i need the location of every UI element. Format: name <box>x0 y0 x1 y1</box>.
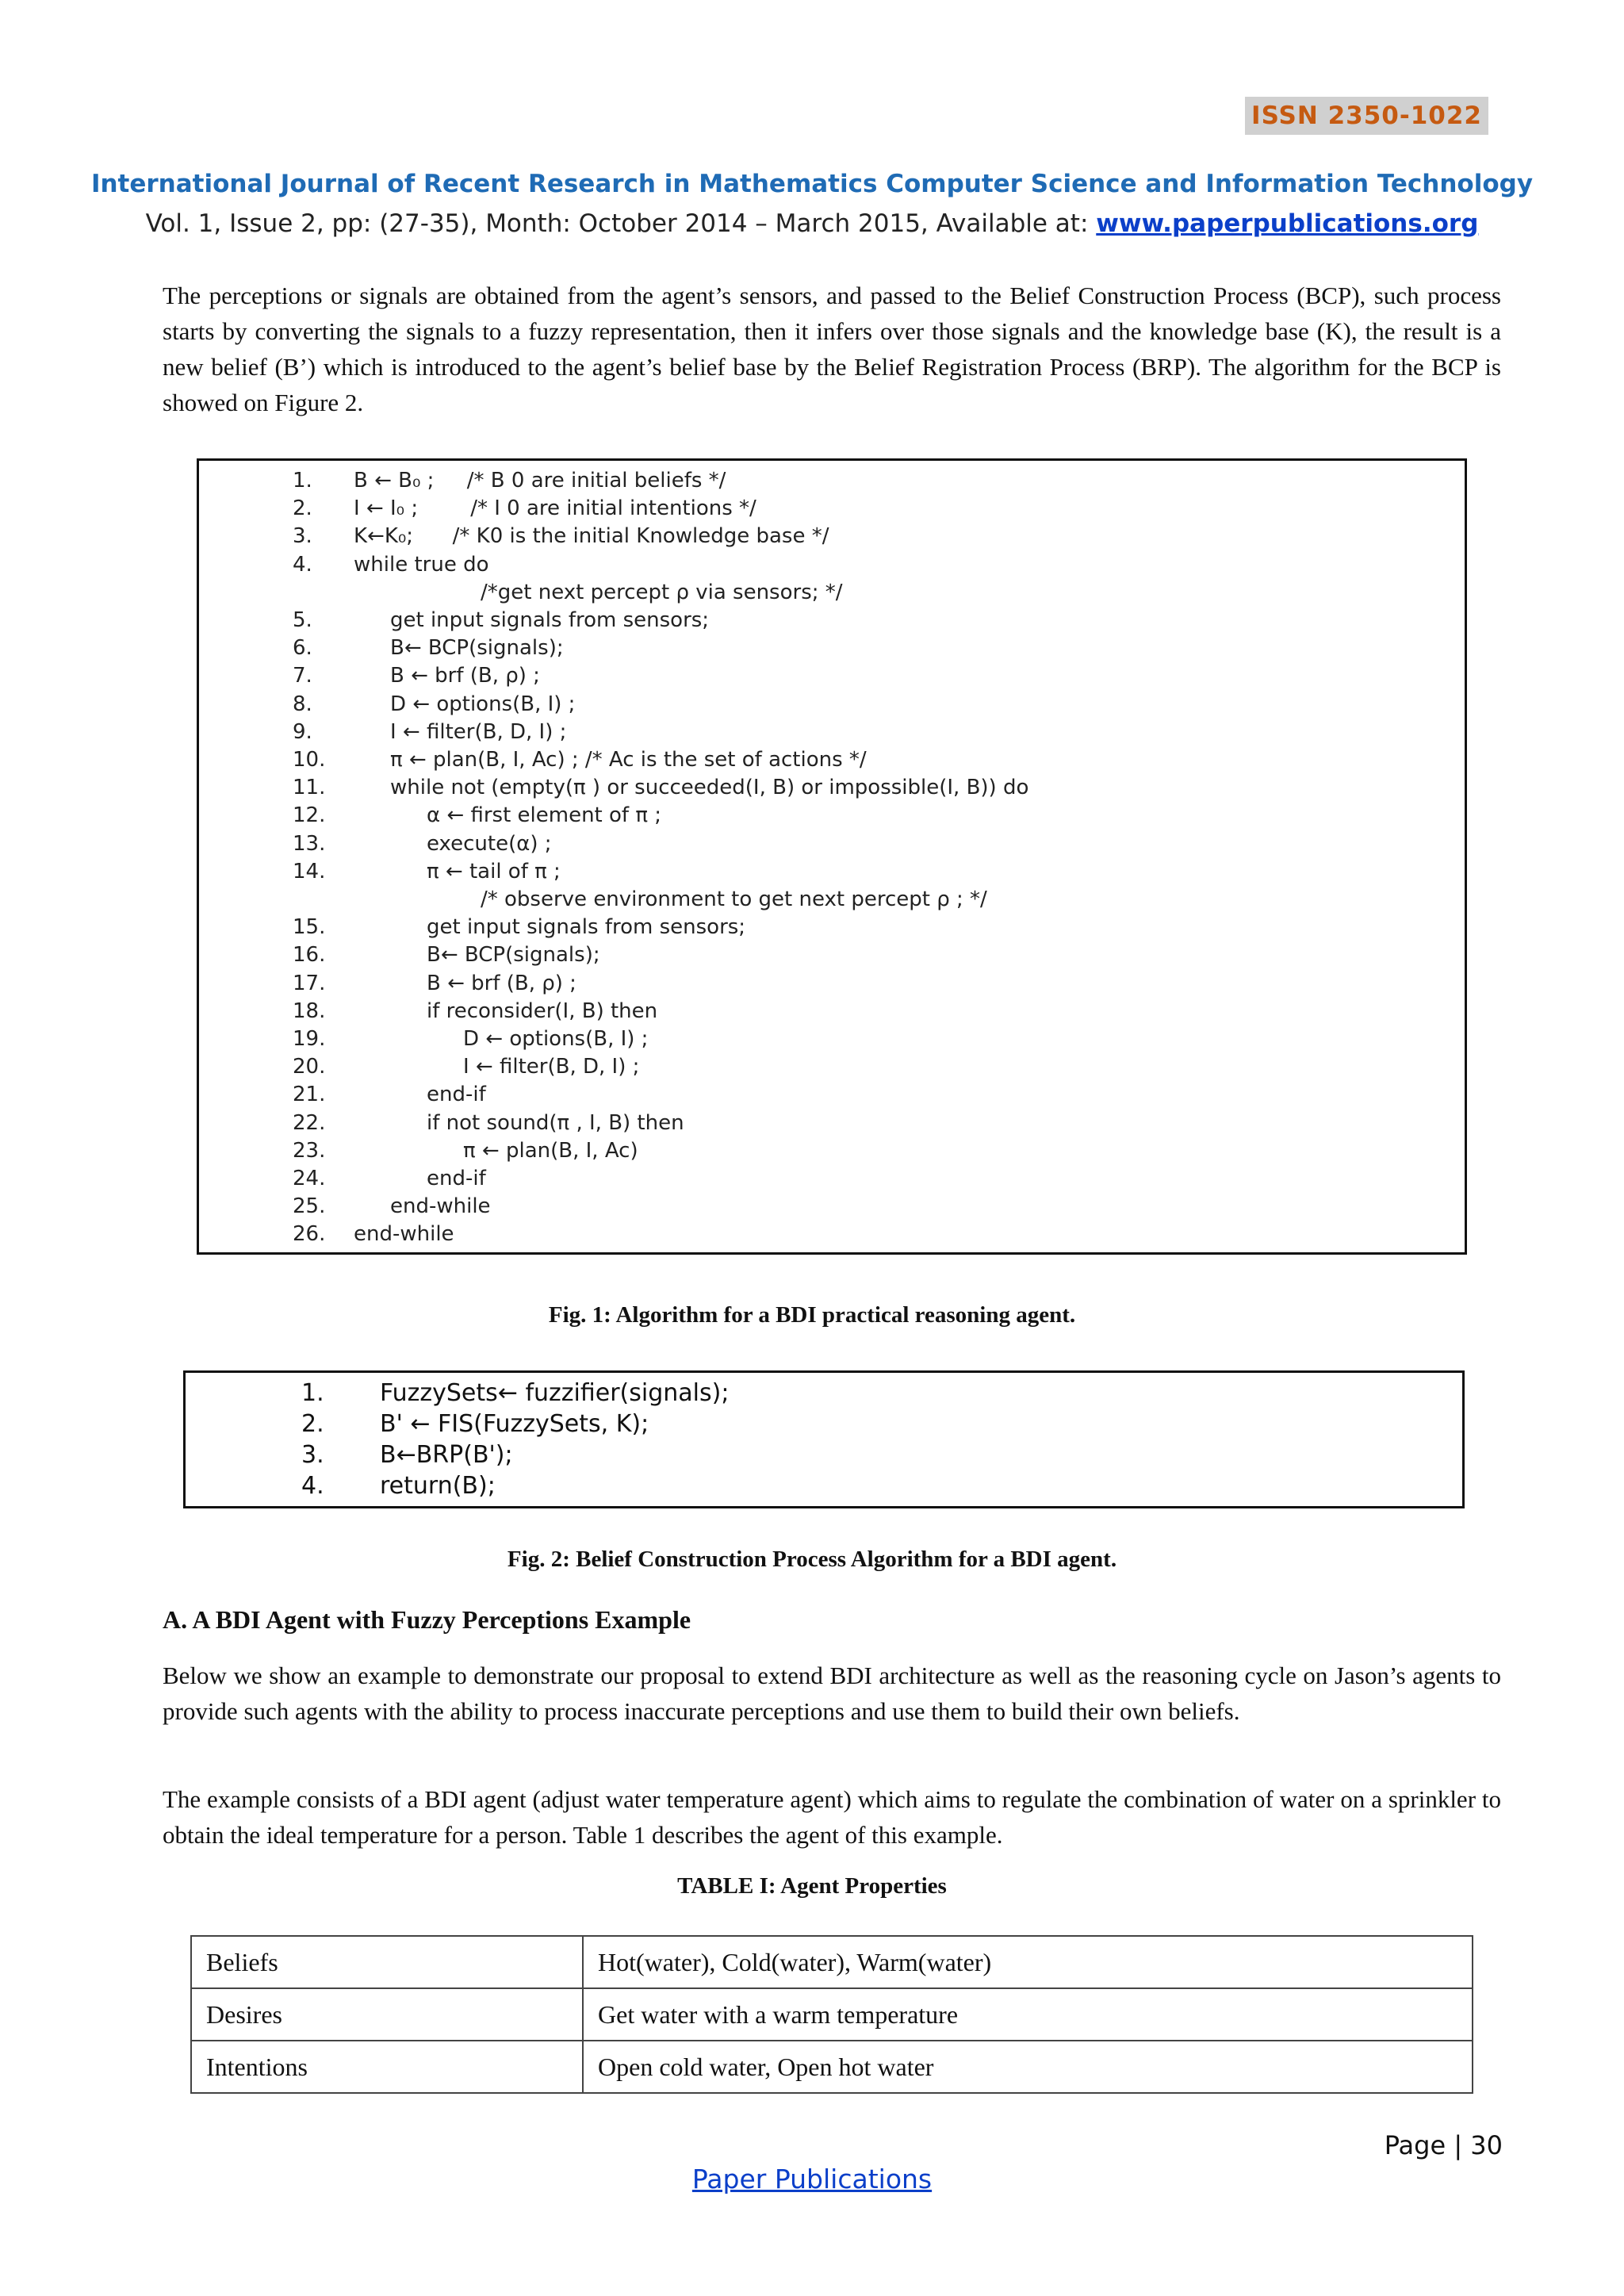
table-row <box>191 2041 1473 2093</box>
fig2-code-line: B' ← FIS(FuzzySets, K); <box>380 1410 649 1438</box>
fig1-code-line: end-while <box>354 1222 454 1247</box>
fig2-line-number: 4. <box>301 1472 324 1500</box>
fig1-line-number: 22. <box>293 1110 326 1135</box>
fig1-code-line: end-while <box>390 1194 491 1219</box>
fig2-line-number: 1. <box>301 1379 324 1407</box>
fig1-line-number: 19. <box>293 1027 326 1051</box>
fig1-line-number: 4. <box>293 552 312 577</box>
fig1-line-number: 6. <box>293 636 312 661</box>
fig1-code-line: I ← I₀ ; /* I 0 are initial intentions */ <box>354 496 756 521</box>
fig1-code-line: while not (empty(π ) or succeeded(I, B) or impossible(I, B)) do <box>390 776 1029 800</box>
fig1-line-number: 26. <box>293 1222 326 1247</box>
fig1-line-number: 23. <box>293 1138 326 1163</box>
fig1-line-number: 14. <box>293 859 326 884</box>
fig1-caption: Fig. 1: Algorithm for a BDI practical reasoning agent. <box>548 1302 1076 1328</box>
fig1-code-line: execute(α) ; <box>427 831 552 856</box>
fig1-code-line: get input signals from sensors; <box>390 608 710 632</box>
table-caption: TABLE I: Agent Properties <box>677 1873 947 1899</box>
table-cell-label: Desires <box>191 1988 583 2041</box>
section-heading: A. A BDI Agent with Fuzzy Perceptions Example <box>163 1605 691 1634</box>
intro-paragraph: The perceptions or signals are obtained from the agent’s sensors, and passed to the Belief Construction Process (BCP), such process starts by converting the signals to a fuzzy representation, then it infers over those signals and the knowledge base (K), the result is a new belief (B’) which is introduced to the agent’s belief base by the Belief Registration Process (BRP). The algorithm for the BCP is showed on Figure 2. <box>163 282 1501 416</box>
fig2-code-line: return(B); <box>380 1472 496 1500</box>
fig1-line-number: 9. <box>293 719 312 744</box>
paragraph-example-description: The example consists of a BDI agent (adjust water temperature agent) which aims to regulate the combination of water on a sprinkler to obtain the ideal temperature for a person. Table 1 describes the agent of this example. <box>163 1785 1501 1849</box>
volume-text: Vol. 1, Issue 2, pp: (27-35), Month: October 2014 – March 2015, Available at: <box>145 209 1097 238</box>
fig1-line-number: 3. <box>293 524 312 549</box>
volume-line <box>0 209 1624 238</box>
fig1-line-number: 10. <box>293 748 326 772</box>
fig1-line-number: 15. <box>293 915 326 940</box>
algorithm-box-fig2 <box>183 1370 1465 1508</box>
fig2-code-line: B←BRP(B'); <box>380 1441 513 1469</box>
table-cell-label: Intentions <box>191 2041 583 2093</box>
table-row <box>191 1936 1473 1988</box>
fig2-line-number: 3. <box>301 1441 324 1469</box>
footer-link[interactable]: Paper Publications <box>691 2164 933 2194</box>
table-cell-label: Beliefs <box>191 1936 583 1988</box>
fig1-code-line: π ← plan(B, I, Ac) ; /* Ac is the set of actions */ <box>390 748 867 772</box>
paragraph-example: Below we show an example to demonstrate our proposal to extend BDI architecture as well as the reasoning cycle on Jason’s agents to provide such agents with the ability to process inaccurate perceptions and use them to build their own beliefs. <box>163 1662 1501 1725</box>
agent-properties-table <box>190 1935 1473 2094</box>
fig1-code-line: /* observe environment to get next percept ρ ; */ <box>481 887 987 911</box>
fig2-code-line: FuzzySets← fuzzifier(signals); <box>380 1379 730 1407</box>
fig1-code-line: B← BCP(signals); <box>427 943 600 968</box>
fig1-code-line: get input signals from sensors; <box>427 915 746 940</box>
fig1-line-number: 20. <box>293 1055 326 1079</box>
table-cell-value: Hot(water), Cold(water), Warm(water) <box>583 1936 1473 1988</box>
fig1-line-number: 24. <box>293 1167 326 1190</box>
fig1-code-line: end-if <box>427 1083 486 1107</box>
fig1-code-line: I ← filter(B, D, I) ; <box>463 1055 640 1079</box>
fig1-line-number: 17. <box>293 971 326 995</box>
fig1-line-number: 7. <box>293 664 312 688</box>
fig1-code-line: B ← B₀ ; /* B 0 are initial beliefs */ <box>354 469 726 493</box>
fig1-line-number: 1. <box>293 469 312 493</box>
table-row <box>191 1988 1473 2041</box>
fig2-caption: Fig. 2: Belief Construction Process Algorithm for a BDI agent. <box>507 1547 1117 1572</box>
fig1-line-number: 12. <box>293 803 326 828</box>
fig1-code-line: α ← first element of π ; <box>427 803 662 828</box>
fig1-code-line: B ← brf (B, ρ) ; <box>427 971 576 995</box>
fig1-code-line: /*get next percept ρ via sensors; */ <box>481 580 843 604</box>
fig1-line-number: 18. <box>293 999 326 1023</box>
fig1-code-line: D ← options(B, I) ; <box>390 692 576 716</box>
fig1-line-number: 2. <box>293 496 312 521</box>
fig1-line-number: 5. <box>293 608 312 632</box>
fig1-line-number: 8. <box>293 692 312 716</box>
fig1-code-line: I ← filter(B, D, I) ; <box>390 719 567 744</box>
table-cell-value: Get water with a warm temperature <box>583 1988 1473 2041</box>
fig1-code-line: π ← tail of π ; <box>427 859 561 884</box>
table-cell-value: Open cold water, Open hot water <box>583 2041 1473 2093</box>
journal-title: International Journal of Recent Research in Mathematics Computer Science and Information Technology <box>90 170 1534 198</box>
issn-label: ISSN 2350-1022 <box>1245 97 1488 135</box>
fig1-code-line: π ← plan(B, I, Ac) <box>463 1138 638 1163</box>
fig1-line-number: 21. <box>293 1083 326 1107</box>
algorithm-box-fig1 <box>197 458 1467 1255</box>
fig1-code-line: D ← options(B, I) ; <box>463 1027 649 1051</box>
fig2-line-number: 2. <box>301 1410 324 1438</box>
fig1-code-line: while true do <box>354 552 489 577</box>
page-number: Page | 30 <box>1384 2130 1503 2160</box>
website-link[interactable]: www.paperpublications.org <box>1096 209 1479 238</box>
fig1-code-line: K←K₀; /* K0 is the initial Knowledge base */ <box>354 524 829 549</box>
fig1-line-number: 25. <box>293 1194 326 1219</box>
fig1-code-line: if reconsider(I, B) then <box>427 999 658 1023</box>
fig1-line-number: 11. <box>293 776 326 800</box>
fig1-line-number: 16. <box>293 943 326 968</box>
fig1-line-number: 13. <box>293 831 326 856</box>
fig1-code-line: end-if <box>427 1167 486 1190</box>
fig1-code-line: if not sound(π , I, B) then <box>427 1110 684 1135</box>
fig1-code-line: B← BCP(signals); <box>390 636 564 661</box>
fig1-code-line: B ← brf (B, ρ) ; <box>390 664 540 688</box>
